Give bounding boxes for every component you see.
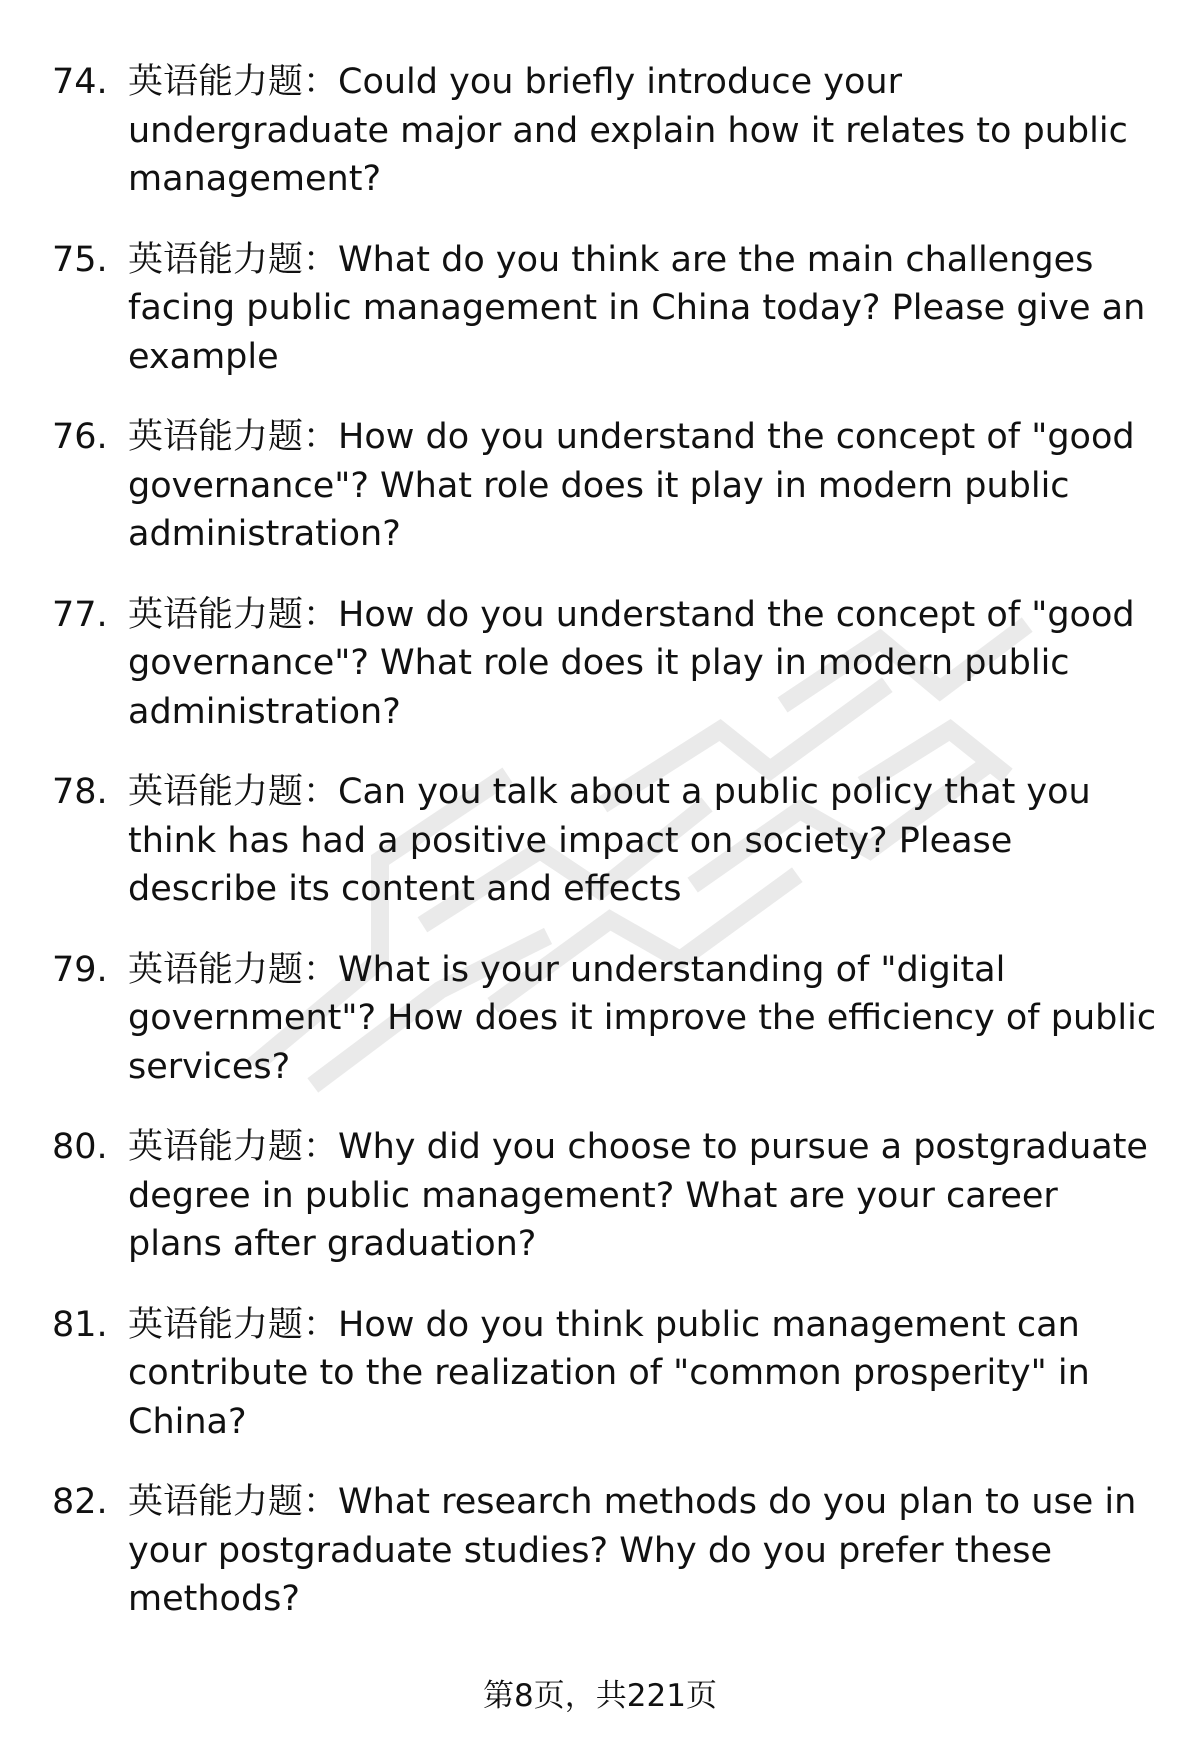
- question-list: [52, 58, 1162, 1656]
- question-number: 81.: [52, 1304, 108, 1345]
- question-item-79: [52, 946, 1162, 1092]
- question-text: [128, 1301, 1162, 1447]
- page-footer: 第8页，共221页: [483, 1678, 717, 1714]
- question-text: [128, 946, 1162, 1092]
- question-text: [128, 1478, 1162, 1624]
- question-content: How do you understand the concept of "good governance"? What role does it play in modern public administration?: [128, 594, 1135, 732]
- question-number: 77.: [52, 594, 108, 635]
- question-tag: 英语能力题：: [128, 417, 339, 457]
- question-tag: 英语能力题：: [128, 1482, 339, 1522]
- question-item-77: [52, 591, 1162, 737]
- question-tag: 英语能力题：: [128, 239, 339, 280]
- question-item-74: [52, 58, 1162, 204]
- question-tag: 英语能力题：: [128, 62, 339, 102]
- question-content: What research methods do you plan to use in your postgraduate studies? Why do you prefer these methods?: [128, 1482, 1137, 1619]
- question-content: What do you think are the main challenges facing public management in China today? Please give an example: [128, 239, 1146, 377]
- question-number: 78.: [52, 772, 108, 812]
- question-text: [128, 768, 1162, 914]
- question-number: 76.: [52, 417, 108, 457]
- question-item-75: [52, 236, 1162, 382]
- question-tag: 英语能力题：: [128, 772, 339, 812]
- question-content: Can you talk about a public policy that you think has had a positive impact on society? Please describe its content and effects: [128, 772, 1091, 909]
- question-content: How do you think public management can contribute to the realization of "common prosperity" in China?: [128, 1304, 1090, 1442]
- question-text: [128, 591, 1162, 737]
- question-number: 80.: [52, 1127, 108, 1167]
- question-item-82: [52, 1478, 1162, 1624]
- question-number: 82.: [52, 1482, 108, 1522]
- question-text: [128, 413, 1162, 559]
- question-content: Why did you choose to pursue a postgraduate degree in public management? What are your career plans after graduation?: [128, 1127, 1148, 1264]
- question-text: [128, 58, 1162, 204]
- question-item-78: [52, 768, 1162, 914]
- question-tag: 英语能力题：: [128, 594, 339, 635]
- question-tag: 英语能力题：: [128, 1127, 339, 1167]
- question-content: Could you briefly introduce your undergraduate major and explain how it relates to public management?: [128, 62, 1128, 199]
- question-tag: 英语能力题：: [128, 1304, 339, 1345]
- question-content: How do you understand the concept of "good governance"? What role does it play in modern public administration?: [128, 417, 1135, 554]
- question-text: [128, 236, 1162, 382]
- question-content: What is your understanding of "digital government"? How does it improve the efficiency of public services?: [128, 949, 1157, 1087]
- question-text: [128, 1123, 1162, 1269]
- question-number: 79.: [52, 949, 108, 990]
- question-number: 75.: [52, 239, 108, 280]
- question-item-80: [52, 1123, 1162, 1269]
- question-number: 74.: [52, 62, 108, 102]
- question-item-76: [52, 413, 1162, 559]
- question-tag: 英语能力题：: [128, 949, 339, 990]
- question-item-81: [52, 1301, 1162, 1447]
